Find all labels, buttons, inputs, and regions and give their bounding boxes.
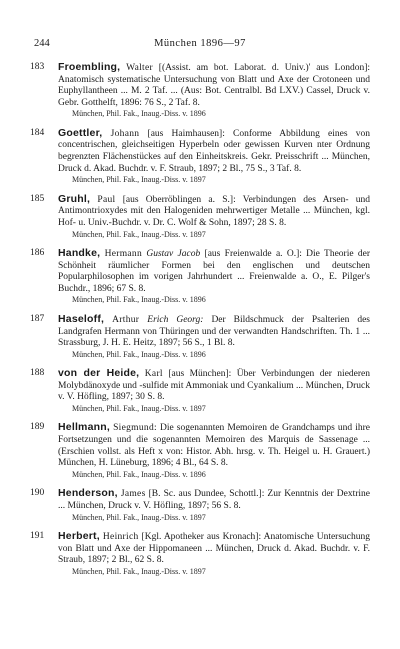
entry-text: [Kgl. Apotheker aus Kronach]: Anatomische Untersuchung von Blatt und Axe der Hippomaneen ... München, Druck d. Akad. Buchdr. v. F. Straub, 1897; 2 Bl., 62 S. 8. xyxy=(58,532,371,566)
author-surname: Gruhl, xyxy=(58,192,91,205)
author-given-name: Arthur xyxy=(112,314,140,325)
running-head: München 1896—97 xyxy=(154,38,246,49)
entry-number: 184 xyxy=(30,127,45,138)
author-surname: Haseloff, xyxy=(58,312,105,325)
entry-number: 191 xyxy=(30,531,45,542)
entry-body xyxy=(58,531,370,567)
entry-text: Die sogenannten Memoiren de Grandchamps und ihre Fortsetzungen und die sogenannten Memoiren des Marquis de Sassenage ... (Erschien vollst. als Heft x von: Histor. Abh. hrsg. v. Th. Heigel u. H. Grauert.) München, H. Lüneburg, 1896; 4 Bl., 64 S. 8. xyxy=(58,423,370,469)
entry-number: 188 xyxy=(30,368,45,379)
entry-text: [aus Oberröblingen a. S.]: Verbindungen des Arsen- und Antimontrioxydes mit den Halogeniden mehrwertiger Metalle ... München, kgl. Hof- u. Univ.-Buchdr. v. Dr. C. Wolf & Sohn, 1897; 28 S. 8. xyxy=(58,194,371,228)
entry-text: Der Bildschmuck der Psalterien des Landgrafen Hermann von Thüringen und der verwandten Handschriften. Th. 1 ... Strassburg, J. H. E. Heitz, 1897; 56 S., 1 Bl. 8. xyxy=(58,314,370,349)
author-given-name: Hermann xyxy=(104,249,143,260)
entry-note: München, Phil. Fak., Inaug.-Diss. v. 1897 xyxy=(72,175,206,185)
entry-note: München, Phil. Fak., Inaug.-Diss. v. 1896 xyxy=(72,295,206,305)
entry-note: München, Phil. Fak., Inaug.-Diss. v. 1897 xyxy=(72,566,206,576)
author-given-name: James xyxy=(120,489,146,500)
author-given-name: Karl xyxy=(144,369,163,380)
entry-text: [aus München]: Über Verbindungen der niederen Molybdänoxyde und -sulfide mit Ammoniak und Cyankalium ... München, Druck v. V. Höfling, 1897; 30 S. 8. xyxy=(58,369,371,403)
catalog-entry xyxy=(30,128,370,185)
author-given-name: Siegmund: xyxy=(113,423,157,434)
author-extra-names: Gustav Jacob xyxy=(146,249,201,260)
entry-number: 190 xyxy=(30,488,45,499)
catalog-entry xyxy=(30,314,370,360)
entry-body xyxy=(58,368,370,404)
entry-text: [aus Haimhausen]: Conforme Abbildung eines von concentrischen, gleichseitigen Hyperbeln oder gewissen Kurven nter Ordnung begrenzten Flächenstückes auf den Einheitskreis. Gekr. Preisschrift ... München, Druck d. Akad. Buchdr. v. F. Straub, 1897; 2 Bl., 75 S., 3 Taf. 8. xyxy=(58,128,371,174)
author-surname: Herbert, xyxy=(58,530,100,543)
entry-body xyxy=(58,422,370,469)
catalog-entry xyxy=(30,422,370,479)
entry-body xyxy=(58,62,370,109)
entry-note: München, Phil. Fak., Inaug.-Diss. v. 1897 xyxy=(72,512,206,522)
page-number: 244 xyxy=(34,38,50,49)
catalog-entry xyxy=(30,368,370,414)
entry-note: München, Phil. Fak., Inaug.-Diss. v. 1896 xyxy=(72,109,206,119)
author-surname: Henderson, xyxy=(58,487,118,500)
entry-note: München, Phil. Fak., Inaug.-Diss. v. 1897 xyxy=(72,403,206,413)
entry-number: 183 xyxy=(30,62,45,72)
catalog-entry xyxy=(30,248,370,305)
author-surname: Handke, xyxy=(58,247,101,260)
page-header xyxy=(30,38,370,52)
author-surname: Goettler, xyxy=(58,126,103,139)
catalog-entry xyxy=(30,488,370,522)
entry-body xyxy=(58,194,370,230)
entry-note: München, Phil. Fak., Inaug.-Diss. v. 1896 xyxy=(72,469,206,479)
entry-number: 187 xyxy=(30,313,45,324)
catalog-entry xyxy=(30,62,370,119)
entry-number: 185 xyxy=(30,193,45,204)
author-surname: Hellmann, xyxy=(58,421,110,434)
entry-number: 189 xyxy=(30,422,45,433)
entry-note: München, Phil. Fak., Inaug.-Diss. v. 1897 xyxy=(72,229,206,239)
entry-body xyxy=(58,488,370,512)
author-given-name: Paul xyxy=(97,194,116,205)
author-surname: von der Heide, xyxy=(58,367,140,380)
catalog-entry xyxy=(30,194,370,240)
entry-list xyxy=(30,62,370,577)
author-given-name: Heinrich xyxy=(102,532,139,543)
entry-text: [aus Freienwalde a. O.]: Die Theorie der Schönheit räumlicher Formen bei den englischen und deutschen Popularphilosophen im vorigen Jahrhundert ... Freienwalde a. O., E. Pilger's Buchdr., 1896; 67 S. 8. xyxy=(58,249,371,294)
author-surname: Froembling, xyxy=(58,61,121,73)
entry-body xyxy=(58,128,370,175)
catalog-entry xyxy=(30,531,370,577)
author-given-name: Johann xyxy=(110,128,140,139)
entry-body xyxy=(58,248,370,295)
author-extra-names: Erich Georg: xyxy=(147,314,204,325)
entry-text: [(Assist. am bot. Laborat. d. Univ.)' aus London]: Anatomisch systematische Untersuchung von Blatt und Axe der Crotoneen und Euphyllantheen ... M. 2 Taf. ... (Aus: Bot. Centralbl. Bd LXV.) Cassel, Druck v. Gebr. Gotthelft, 1896: 76 S., 2 Taf. 8. xyxy=(58,63,371,108)
entry-number: 186 xyxy=(30,248,45,259)
entry-body xyxy=(58,314,370,350)
entry-text: [B. Sc. aus Dundee, Schottl.]: Zur Kenntnis der Dextrine ... München, Druck v. V. Höfling, 1897; 56 S. 8. xyxy=(58,489,371,511)
author-given-name: Walter xyxy=(126,63,153,73)
entry-note: München, Phil. Fak., Inaug.-Diss. v. 1896 xyxy=(72,349,206,359)
